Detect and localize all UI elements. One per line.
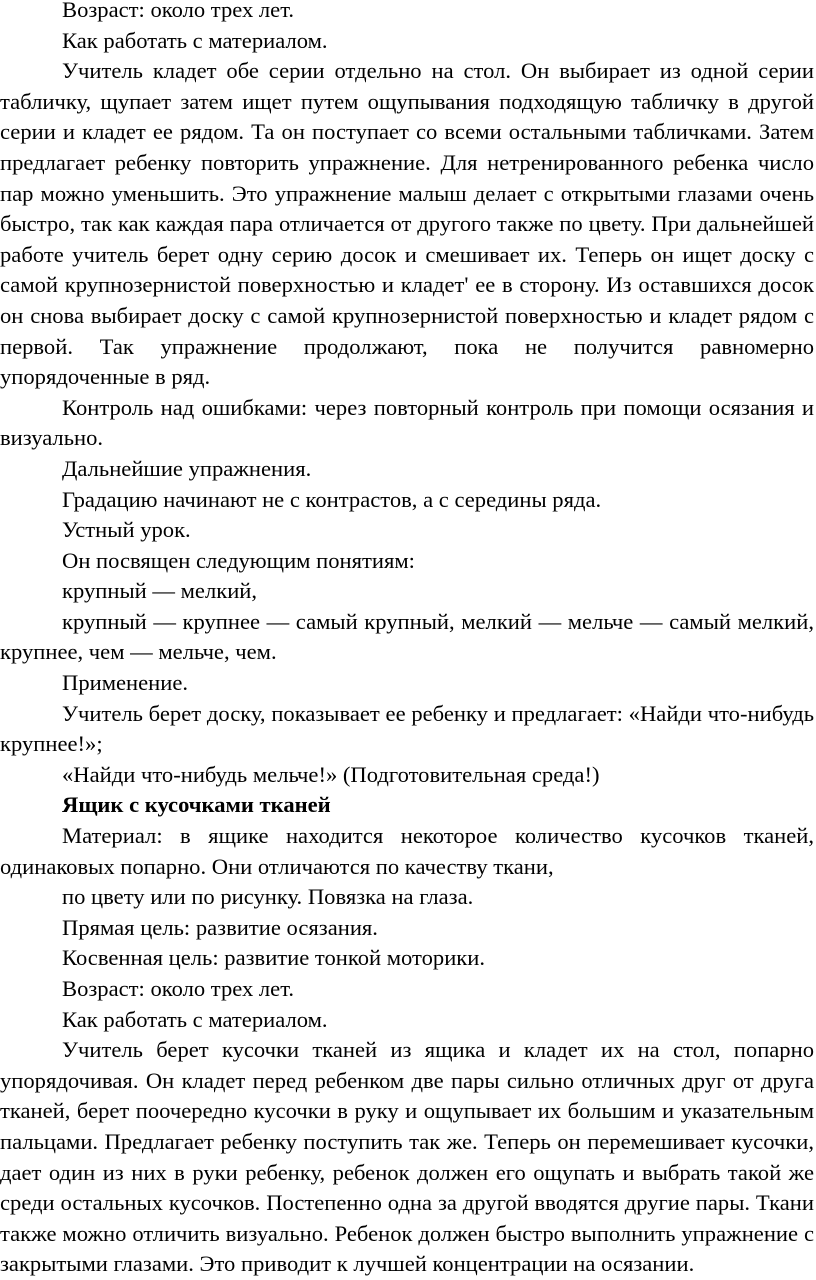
paragraph-concepts-2: крупный — крупнее — самый крупный, мелкий — мельче — самый мелкий, крупнее, чем — мельче, чем. xyxy=(0,608,814,665)
paragraph-how-to-work: Как работать с материалом. xyxy=(62,27,328,53)
paragraph-age: Возраст: около трех лет. xyxy=(62,0,295,22)
paragraph-oral-lesson: Устный урок. xyxy=(62,517,191,543)
paragraph-concepts-intro: Он посвящен следующим понятиям: xyxy=(62,547,415,573)
paragraph-further-exercises: Дальнейшие упражнения. xyxy=(62,455,312,481)
paragraph-procedure-2: Учитель берет кусочки тканей из ящика и кладет их на стол, попарно упорядочивая. Он кладет перед ребенком две пары сильно отличных друг от друга тканей, берет поочередно кусочки в руку и ощупывает их большим и указательным пальцами. Предлагает ребенку поступить так же. Теперь он перемешивает кусочки, дает один из них в руки ребенку, ребенок должен его ощупать и выбрать такой же среди остальных кусочков. Постепенно одна за другой вводятся другие пары. Ткани также можно отличить визуально. Ребенок должен быстро выполнить упражнение с закрытыми глазами. Это приводит к лучшей концентрации на осязании. xyxy=(0,1037,814,1277)
paragraph-material: Материал: в ящике находится некоторое количество кусочков тканей, одинаковых попарно. Они отличаются по качеству ткани, xyxy=(0,823,814,879)
paragraph-concepts-1: крупный — мелкий, xyxy=(62,578,258,604)
paragraph-application: Применение. xyxy=(62,670,189,696)
paragraph-application-2: «Найди что-нибудь мельче!» (Подготовительная среда!) xyxy=(62,761,600,787)
paragraph-indirect-goal: Косвенная цель: развитие тонкой моторики. xyxy=(62,945,486,971)
section-heading: Ящик с кусочками тканей xyxy=(62,792,331,818)
paragraph-how-to-work-2: Как работать с материалом. xyxy=(62,1006,328,1032)
paragraph-age-2: Возраст: около трех лет. xyxy=(62,976,295,1001)
paragraph-direct-goal: Прямая цель: развитие осязания. xyxy=(62,914,378,940)
paragraph-error-control: Контроль над ошибками: через повторный контроль при помощи осязания и визуально. xyxy=(0,394,814,451)
paragraph-gradation: Градацию начинают не с контрастов, а с середины ряда. xyxy=(62,486,602,512)
paragraph-procedure: Учитель кладет обе серии отдельно на стол. Он выбирает из одной серии табличку, щупает затем ищет путем ощупывания подходящую табличку в другой серии и кладет ее рядом. Та он поступает со всеми остальными табличками. Затем предлагает ребенку повторить упражнение. Для нетренированного ребенка число пар можно уменьшить. Это упражнение малыш делает с открытыми глазами очень быстро, так как каждая пара отличается от другого также по цвету. При дальнейшей работе учитель берет одну серию досок и смешивает их. Теперь он ищет доску с самой крупнозернистой поверхностью и кладет' ее в сторону. Из оставшихся досок он снова выбирает доску с самой крупнозернистой поверхностью и кладет рядом с первой. Так упражнение продолжают, пока не получится равномерно упорядоченные в ряд. xyxy=(0,58,814,390)
paragraph-material-cont: по цвету или по рисунку. Повязка на глаза. xyxy=(62,884,474,910)
paragraph-application-1: Учитель берет доску, показывает ее ребенку и предлагает: «Найди что-нибудь крупнее!»; xyxy=(0,700,814,757)
